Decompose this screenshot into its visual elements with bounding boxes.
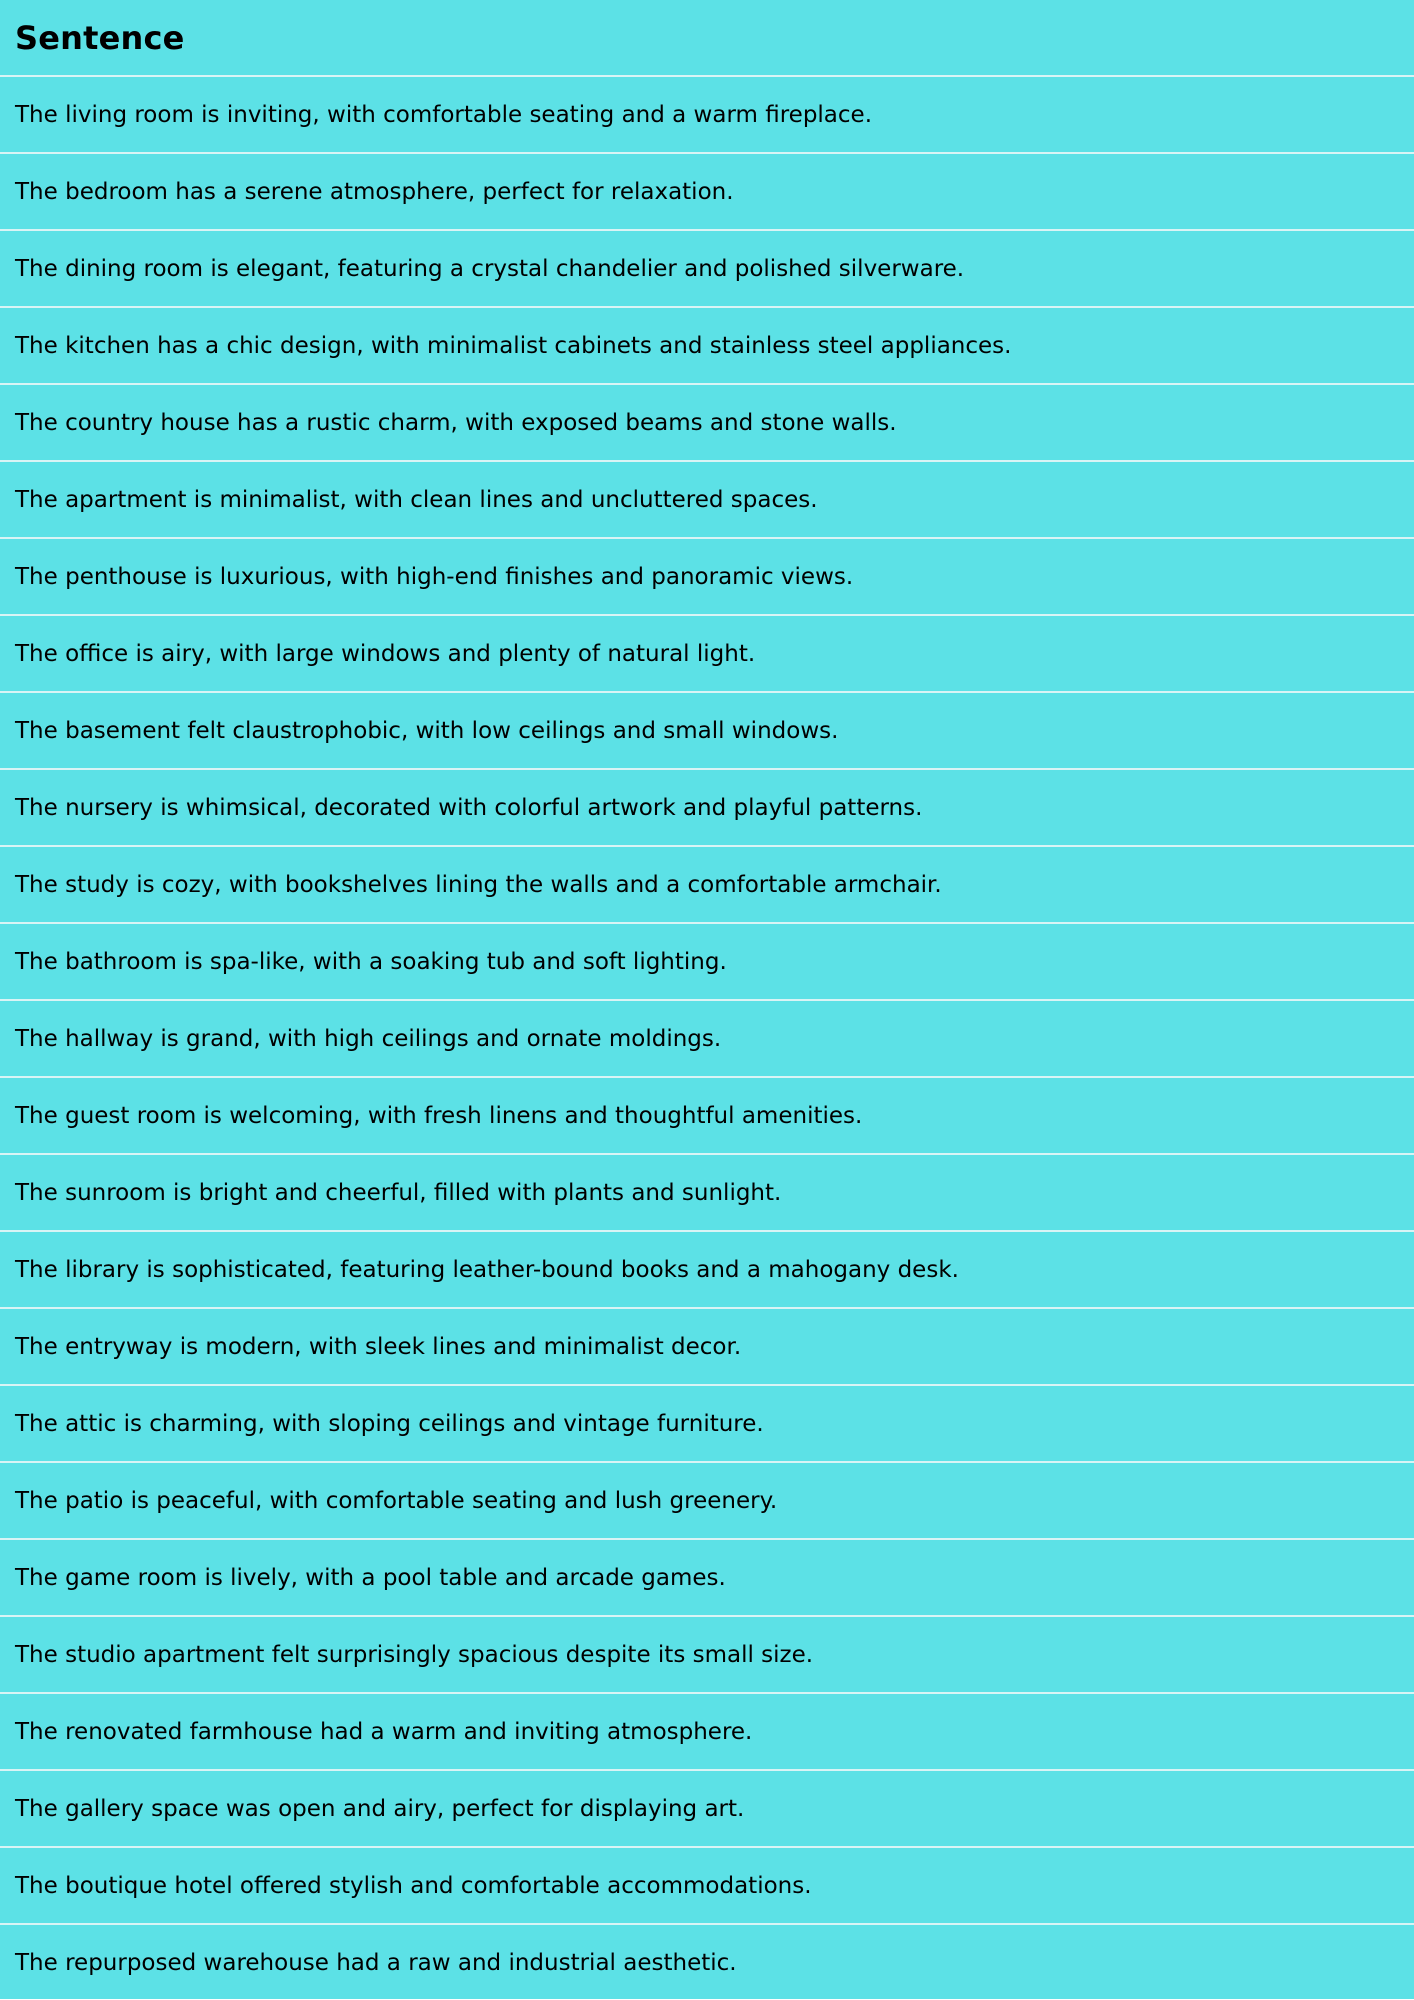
table-row (0, 615, 1414, 692)
table-row (0, 1539, 1414, 1616)
sentence-cell: The studio apartment felt surprisingly spacious despite its small size. (0, 1616, 1414, 1693)
table-row (0, 1924, 1414, 2000)
sentence-cell: The study is cozy, with bookshelves lining the walls and a comfortable armchair. (0, 846, 1414, 923)
sentence-cell: The renovated farmhouse had a warm and inviting atmosphere. (0, 1693, 1414, 1770)
sentence-cell: The basement felt claustrophobic, with low ceilings and small windows. (0, 692, 1414, 769)
table-row (0, 230, 1414, 307)
table-row (0, 1770, 1414, 1847)
table-row (0, 692, 1414, 769)
sentence-cell: The attic is charming, with sloping ceilings and vintage furniture. (0, 1385, 1414, 1462)
table-row (0, 153, 1414, 230)
table-row (0, 846, 1414, 923)
sentence-cell: The repurposed warehouse had a raw and industrial aesthetic. (15, 1949, 737, 1976)
column-header-sentence: Sentence (0, 0, 1414, 76)
table-row (0, 769, 1414, 846)
table-row (0, 1308, 1414, 1385)
table-row (0, 1462, 1414, 1539)
table-row (0, 461, 1414, 538)
sentence-cell: The kitchen has a chic design, with minimalist cabinets and stainless steel appliances. (0, 307, 1414, 384)
table-row (0, 1000, 1414, 1077)
sentence-cell: The entryway is modern, with sleek lines and minimalist decor. (0, 1308, 1414, 1385)
sentence-cell: The game room is lively, with a pool table and arcade games. (0, 1539, 1414, 1616)
table-row (0, 76, 1414, 153)
sentence-cell: The living room is inviting, with comfortable seating and a warm fireplace. (0, 76, 1414, 153)
table-body (0, 76, 1414, 2000)
sentence-cell: The apartment is minimalist, with clean lines and uncluttered spaces. (0, 461, 1414, 538)
table-row (0, 1847, 1414, 1924)
table-row (0, 923, 1414, 1000)
table-row (0, 1616, 1414, 1693)
sentence-cell: The penthouse is luxurious, with high-end finishes and panoramic views. (0, 538, 1414, 615)
table-row (0, 538, 1414, 615)
table-row (0, 384, 1414, 461)
sentence-cell: The library is sophisticated, featuring leather-bound books and a mahogany desk. (0, 1231, 1414, 1308)
sentence-cell: The office is airy, with large windows and plenty of natural light. (0, 615, 1414, 692)
sentence-cell: The nursery is whimsical, decorated with colorful artwork and playful patterns. (0, 769, 1414, 846)
table-row (0, 1385, 1414, 1462)
sentence-cell: The patio is peaceful, with comfortable seating and lush greenery. (0, 1462, 1414, 1539)
table-row (0, 1231, 1414, 1308)
table-header-row (0, 0, 1414, 76)
table-row (0, 1693, 1414, 1770)
sentence-cell: The country house has a rustic charm, with exposed beams and stone walls. (0, 384, 1414, 461)
sentence-cell: The bathroom is spa-like, with a soaking tub and soft lighting. (0, 923, 1414, 1000)
table-row (0, 1154, 1414, 1231)
sentence-cell: The sunroom is bright and cheerful, filled with plants and sunlight. (0, 1154, 1414, 1231)
sentence-cell: The gallery space was open and airy, perfect for displaying art. (0, 1770, 1414, 1847)
sentence-cell: The boutique hotel offered stylish and comfortable accommodations. (0, 1847, 1414, 1924)
sentence-cell: The guest room is welcoming, with fresh linens and thoughtful amenities. (0, 1077, 1414, 1154)
table-row (0, 307, 1414, 384)
sentence-cell: The bedroom has a serene atmosphere, perfect for relaxation. (0, 153, 1414, 230)
sentence-cell: The hallway is grand, with high ceilings and ornate moldings. (0, 1000, 1414, 1077)
sentence-cell: The dining room is elegant, featuring a crystal chandelier and polished silverware. (0, 230, 1414, 307)
table-row (0, 1077, 1414, 1154)
